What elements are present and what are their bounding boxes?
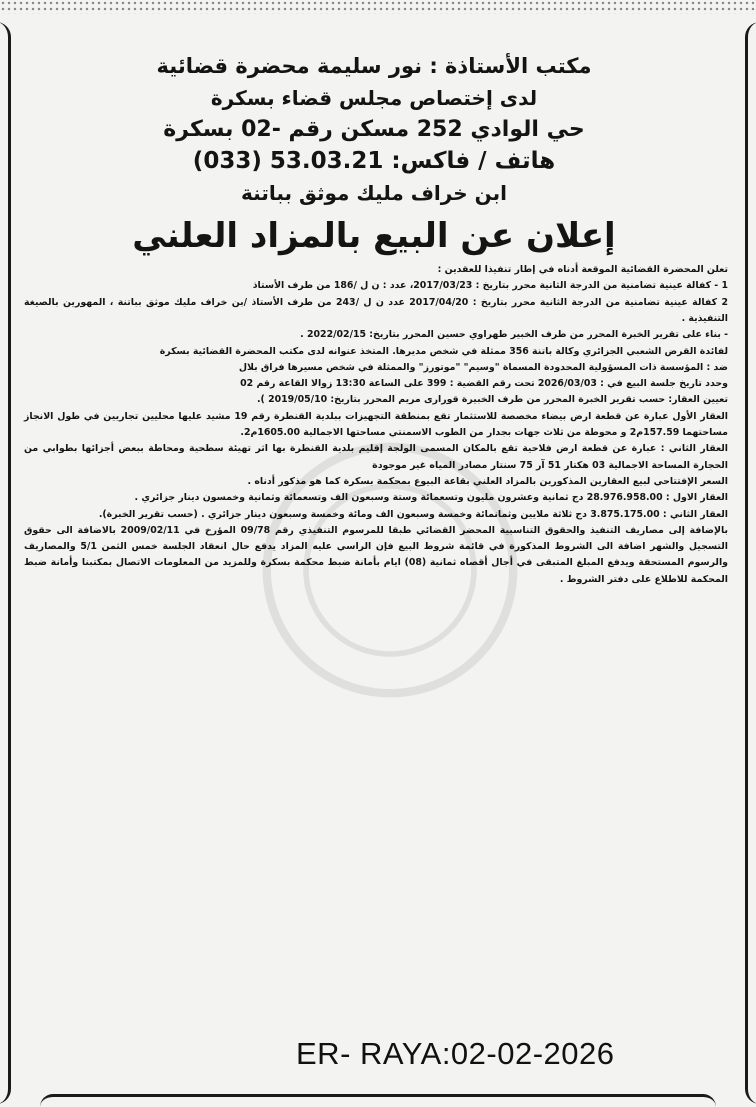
intro-paragraph: تعلن المحضرة القضائية الموقعة أدناه في إطار تنفيذا للعقدين : [437, 264, 728, 276]
office-name: مكتب الأستاذة : نور سليمة محضرة قضائية [156, 54, 592, 78]
defendant-paragraph: ضد : المؤسسة ذات المسؤولية المحدودة المسماة "وسيم" "موتورز" والممثلة في شخص مسيرها فراق بلال [238, 361, 728, 373]
notice-header [16, 56, 732, 203]
top-dotted-border [0, 0, 756, 14]
publication-code: ER- RAYA:02-02-2026 [296, 1036, 615, 1071]
fees-conditions-paragraph: بالإضافة إلى مصاريف التنفيذ والحقوق التناسبية المحضر القضائي طبقا للمرسوم التنفيذي رقم 09/78 المؤرخ في 2009/02/11 بالاضافة الى حقوق التسجيل والشهر اضافة الى الشروط المذكورة في قائمة شروط البيع فإن الراسي عليه المزاد يدفع حال انعقاد الجلسة خمس الثمن 5/1 والمصاريف والرسوم المستحقة ويدفع المبلغ المتبقى في أجال أقصاه ثمانية (08) ايام بأمانة ضبط محكمة بسكرة وللمزيد من المعلومات الاتصال بمكتبنا وأمانة ضبط المحكمة للاطلاع على دفتر الشروط . [24, 524, 728, 585]
contract-1-paragraph: 1 - كفالة عينية تضامنية من الدرجة الثانية محرر بتاريخ : 2017/03/23، عدد : ن ل /186 من طرف الأستاذ [252, 280, 728, 292]
property-designation-paragraph: تعيين العقار: حسب تقرير الخبرة المحرر من طرف الخبيرة قورارى مريم المحرر بتاريخ: 2019/05/10 ). [256, 394, 728, 406]
sale-session-paragraph: وحدد تاريخ جلسة البيع في : 2026/03/03 تحت رقم القضية : 399 على الساعة 13:30 زوالا القاعة رقم 02 [240, 378, 728, 390]
property-1-price-paragraph: العقار الاول : 28.976.958.00 دج ثمانية وعشرون مليون وتسعمائة وستة وسبعون الف وتسعمائة وثمانية وخمسون دينار جزائري . [134, 492, 728, 504]
property-2-paragraph: العقار الثاني : عبارة عن قطعة ارض فلاحية تقع بالمكان المسمى الولجة إقليم بلدية القنطرة بها اثر تهيئة سطحية ومحاطة ببعض أجزائها بطوابي من الحجارة المساحة الاجمالية 03 هكتار 51 آر 75 سنتار مصادر المياه غير موجودة [24, 443, 728, 471]
bottom-border [40, 1094, 716, 1107]
contract-2-paragraph: 2 كفالة عينية تضامنية من الدرجة الثانية محرر بتاريخ : 2017/04/20 عدد ن ل /243 من طرف الأستاذ /بن خراف مليك موثق بباتنة ، المهورين بالصيغة التنفيذية . [24, 296, 729, 324]
notice-body [16, 262, 732, 588]
property-2-price-paragraph: العقار الثاني : 3.875.175.00 دج ثلاثة ملايين وثمانمائة وخمسة وسبعون الف ومائة وخمسة وسبعون دينار جزائري . (حسب تقرير الخبرة). [98, 508, 728, 520]
notice-title: إعلان عن البيع بالمزاد العلني [132, 216, 616, 256]
address-line: حي الوادي 252 مسكن رقم -02 بسكرة [163, 117, 585, 142]
expert-report-paragraph: - بناء على تقرير الخبرة المحرر من طرف الخبير طهراوي حسين المحرر بتاريخ: 2022/02/15 . [300, 329, 728, 341]
beneficiary-paragraph: لفائدة القرض الشعبي الجزائري وكالة باتنة 356 ممثلة في شخص مديرها. المتخذ عنوانه لدى مكتب المحضرة القضائية بسكرة [159, 345, 728, 357]
jurisdiction-line: لدى إختصاص مجلس قضاء بسكرة [210, 86, 538, 110]
phone-fax-line: هاتف / فاكس: 53.03.21 (033) [192, 148, 556, 174]
property-1-paragraph: العقار الأول عبارة عن قطعة ارض بيضاء مخصصة للاستثمار تقع بمنطقة التجهيزات ببلدية القنطرة رقم 19 مشيد عليها محليين تجاريين في طول الانجاز مساحتهما 157.59م2 و محوطة من ثلاث جهات بجدار من الطوب الاسمنتي مساحتها الاجمالية 1605.00م2. [24, 410, 728, 439]
legal-notice [16, 22, 732, 1098]
left-column-border [0, 22, 11, 1104]
opening-price-paragraph: السعر الإفتتاحي لبيع العقارين المذكورين بالمزاد العلني بقاعة البيوع بمحكمة بسكرة كما هو مذكور أدناه . [247, 475, 728, 487]
client-line: ابن خراف مليك موثق بباتنة [241, 181, 507, 205]
right-column-border [745, 22, 756, 1104]
